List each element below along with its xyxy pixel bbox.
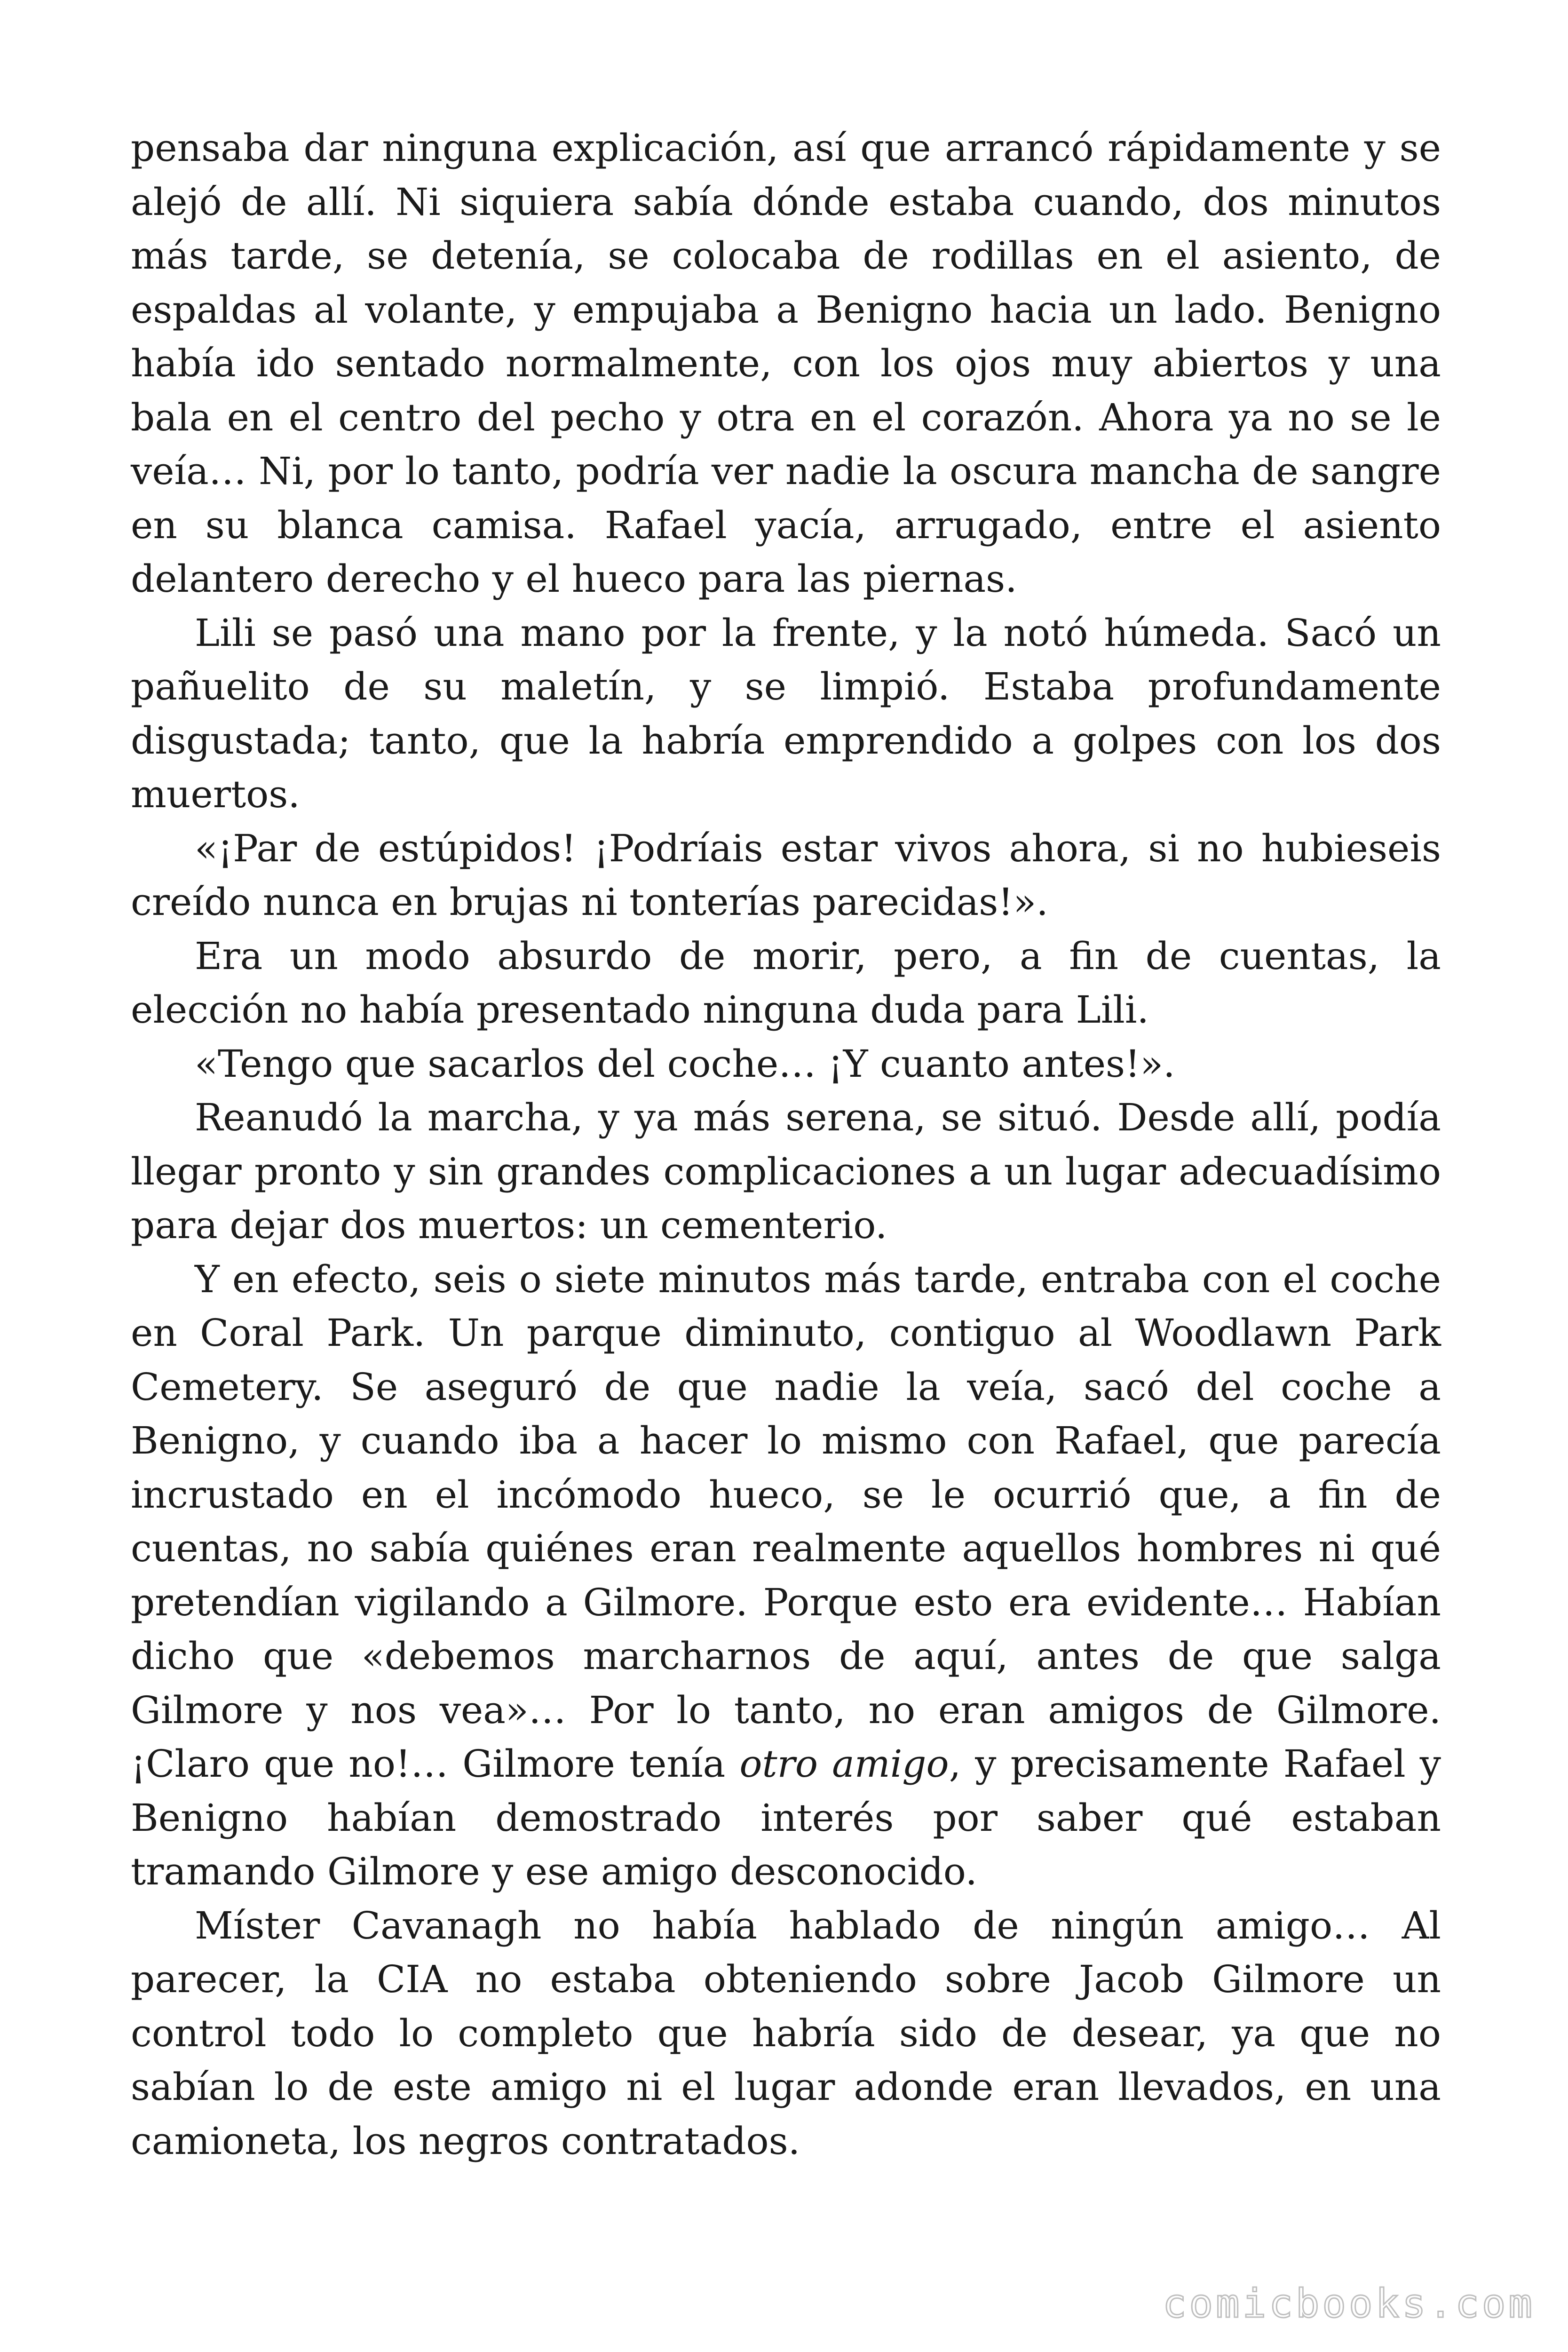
paragraph bbox=[131, 1037, 1441, 1091]
watermark: comicbooks.com bbox=[1162, 2280, 1535, 2327]
body-text bbox=[131, 121, 1441, 2168]
paragraph-text: «Tengo que sacarlos del coche… ¡Y cuanto antes!». bbox=[195, 1041, 1175, 1086]
paragraph-text: pensaba dar ninguna explicación, así que arrancó rápidamente y se alejó de allí. Ni siquiera sabía dónde estaba cuando, dos minutos más tarde, se detenía, se colocaba de rodillas en el asiento, de espaldas al volante, y empujaba a Benigno hacia un lado. Benigno había ido sentado normalmente, con los ojos muy abiertos y una bala en el centro del pecho y otra en el corazón. Ahora ya no se le veía… Ni, por lo tanto, podría ver nadie la oscura mancha de sangre en su blanca camisa. Rafael yacía, arrugado, entre el asiento delantero derecho y el hueco para las piernas. bbox=[131, 126, 1441, 601]
paragraph-text: Era un modo absurdo de morir, pero, a fin de cuentas, la elección no había presentado ninguna duda para Lili. bbox=[131, 934, 1441, 1032]
paragraph bbox=[131, 1253, 1441, 1899]
paragraph-text: «¡Par de estúpidos! ¡Podríais estar vivos ahora, si no hubieseis creído nunca en brujas ni tonterías parecidas!». bbox=[131, 826, 1441, 924]
paragraph-text: Y en efecto, seis o siete minutos más tarde, entraba con el coche en Coral Park. Un parque diminuto, contiguo al Woodlawn Park Cemetery. Se aseguró de que nadie la veía, sacó del coche a Benigno, y cuando iba a hacer lo mismo con Rafael, que parecía incrustado en el incómodo hueco, se le ocurrió que, a fin de cuentas, no sabía quiénes eran realmente aquellos hombres ni qué pretendían vigilando a Gilmore. Porque esto era evidente… Habían dicho que «debemos marcharnos de aquí, antes de que salga Gilmore y nos vea»… Por lo tanto, no eran amigos de Gilmore. ¡Claro que no!… Gilmore tenía bbox=[131, 1257, 1441, 1786]
paragraph bbox=[131, 1899, 1441, 2169]
paragraph bbox=[131, 121, 1441, 606]
paragraph-text: Lili se pasó una mano por la frente, y la notó húmeda. Sacó un pañuelito de su maletín, y se limpió. Estaba profundamente disgustada; tanto, que la habría emprendido a golpes con los dos muertos. bbox=[131, 611, 1441, 816]
paragraph bbox=[131, 930, 1441, 1037]
emphasized-text: otro amigo bbox=[739, 1742, 949, 1786]
paragraph bbox=[131, 606, 1441, 822]
paragraph-text: Reanudó la marcha, y ya más serena, se situó. Desde allí, podía llegar pronto y sin grandes complicaciones a un lugar adecuadísimo para dejar dos muertos: un cementerio. bbox=[131, 1096, 1441, 1247]
paragraph-text: Míster Cavanagh no había hablado de ningún amigo… Al parecer, la CIA no estaba obteniendo sobre Jacob Gilmore un control todo lo completo que habría sido de desear, ya que no sabían lo de este amigo ni el lugar adonde eran llevados, en una camioneta, los negros contratados. bbox=[131, 1903, 1441, 2163]
paragraph bbox=[131, 822, 1441, 930]
paragraph-text: , y precisamente Rafael y Benigno habían demostrado interés por saber qué estaban tramando Gilmore y ese amigo desconocido. bbox=[131, 1742, 1441, 1893]
paragraph bbox=[131, 1091, 1441, 1253]
